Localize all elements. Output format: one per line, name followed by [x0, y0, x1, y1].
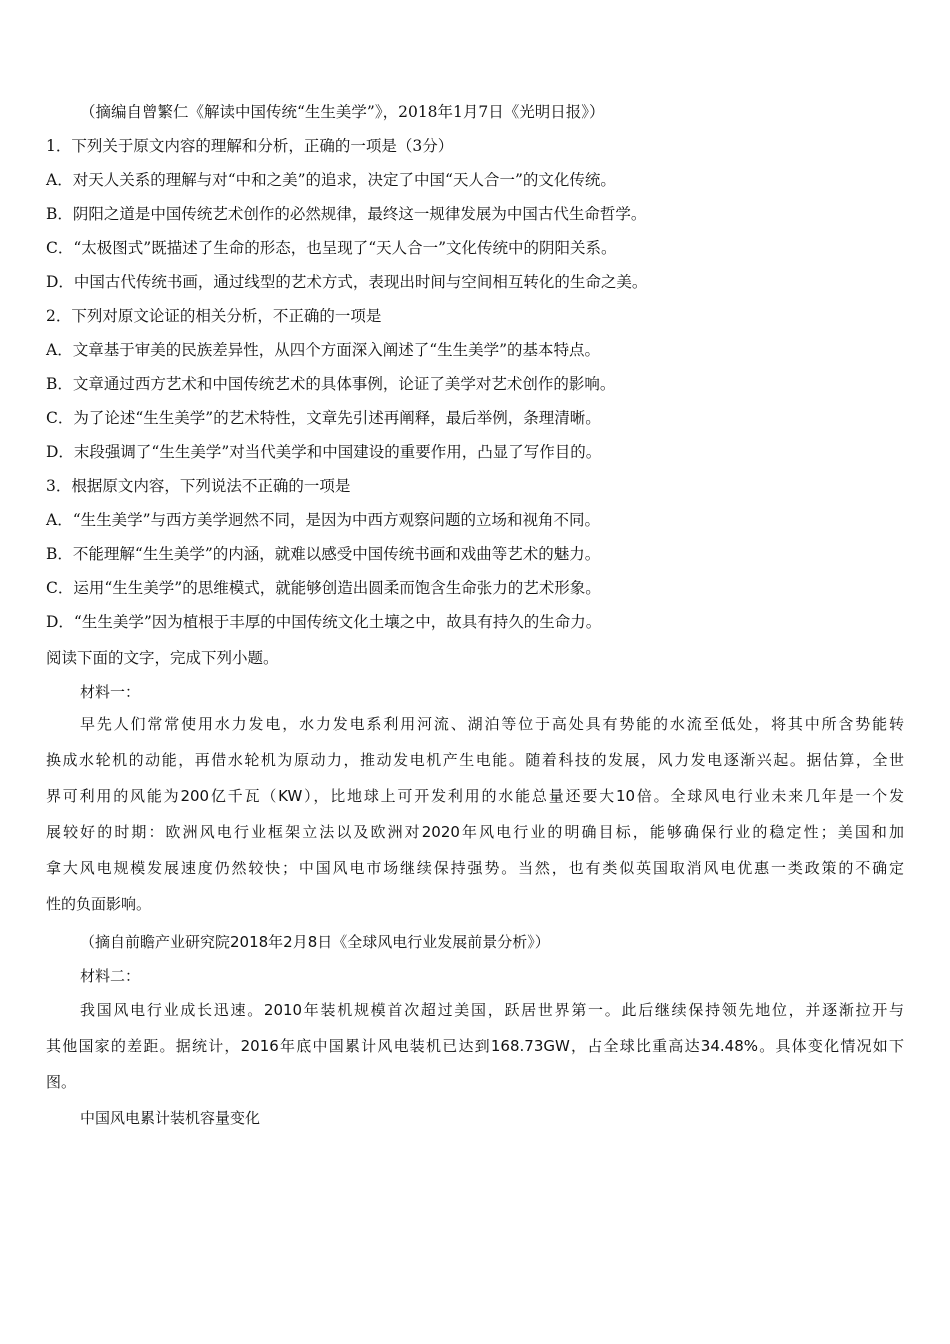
material-1-line-1: 早先人们常常使用水力发电，水力发电系利用河流、湖泊等位于高处具有势能的水流至低处，将其中所含势能转 — [80, 715, 904, 733]
question-1-option-a: A．对天人关系的理解与对“中和之美”的追求，决定了中国“天人合一”的文化传统。 — [46, 171, 616, 189]
material-2-line-1: 我国风电行业成长迅速。2010年装机规模首次超过美国，跃居世界第一。此后继续保持领先地位，并逐渐拉开与 — [80, 1001, 904, 1019]
material-1-heading: 材料一： — [80, 683, 141, 701]
chart-caption: 中国风电累计装机容量变化 — [80, 1109, 261, 1127]
material-2-line-3: 图。 — [46, 1073, 77, 1091]
source-citation: （摘编自曾繁仁《解读中国传统“生生美学”》，2018年1月7日《光明日报》） — [80, 103, 605, 121]
material-1-line-5: 拿大风电规模发展速度仍然较快；中国风电市场继续保持强势。当然，也有类似英国取消风电优惠一类政策的不确定 — [46, 859, 904, 877]
material-2-line-2: 其他国家的差距。据统计，2016年底中国累计风电装机已达到168.73GW，占全球比重高达34.48%。具体变化情况如下 — [46, 1037, 904, 1055]
question-2-option-b: B．文章通过西方艺术和中国传统艺术的具体事例，论证了美学对艺术创作的影响。 — [46, 375, 616, 393]
material-1-line-4: 展较好的时期：欧洲风电行业框架立法以及欧洲对2020年风电行业的明确目标，能够确保行业的稳定性；美国和加 — [46, 823, 904, 841]
reading-instruction: 阅读下面的文字，完成下列小题。 — [46, 649, 279, 667]
material-2-heading: 材料二： — [80, 967, 141, 985]
question-2-option-c: C．为了论述“生生美学”的艺术特性，文章先引述再阐释，最后举例，条理清晰。 — [46, 409, 601, 427]
question-3-option-a: A．“生生美学”与西方美学迥然不同，是因为中西方观察问题的立场和视角不同。 — [46, 511, 601, 529]
question-1-option-c: C．“太极图式”既描述了生命的形态，也呈现了“天人合一”文化传统中的阴阳关系。 — [46, 239, 617, 257]
question-3-stem: 3．根据原文内容，下列说法不正确的一项是 — [46, 477, 351, 495]
question-2-stem: 2．下列对原文论证的相关分析，不正确的一项是 — [46, 307, 382, 325]
question-3-option-d: D．“生生美学”因为植根于丰厚的中国传统文化土壤之中，故具有持久的生命力。 — [46, 613, 602, 631]
question-1-option-b: B．阴阳之道是中国传统艺术创作的必然规律，最终这一规律发展为中国古代生命哲学。 — [46, 205, 647, 223]
question-2-option-d: D．末段强调了“生生美学”对当代美学和中国建设的重要作用，凸显了写作目的。 — [46, 443, 602, 461]
material-1-line-2: 换成水轮机的动能，再借水轮机为原动力，推动发电机产生电能。随着科技的发展，风力发电逐渐兴起。据估算，全世 — [46, 751, 904, 769]
question-3-option-b: B．不能理解“生生美学”的内涵，就难以感受中国传统书画和戏曲等艺术的魅力。 — [46, 545, 601, 563]
material-1-line-3: 界可利用的风能为200亿千瓦（KW），比地球上可开发利用的水能总量还要大10倍。全球风电行业未来几年是一个发 — [46, 787, 904, 805]
question-1-option-d: D．中国古代传统书画，通过线型的艺术方式，表现出时间与空间相互转化的生命之美。 — [46, 273, 648, 291]
material-1-source: （摘自前瞻产业研究院2018年2月8日《全球风电行业发展前景分析》） — [80, 933, 550, 951]
question-2-option-a: A．文章基于审美的民族差异性，从四个方面深入阐述了“生生美学”的基本特点。 — [46, 341, 601, 359]
question-1-stem: 1．下列关于原文内容的理解和分析，正确的一项是（3分） — [46, 137, 454, 155]
question-3-option-c: C．运用“生生美学”的思维模式，就能够创造出圆柔而饱含生命张力的艺术形象。 — [46, 579, 601, 597]
material-1-line-6: 性的负面影响。 — [46, 895, 152, 913]
